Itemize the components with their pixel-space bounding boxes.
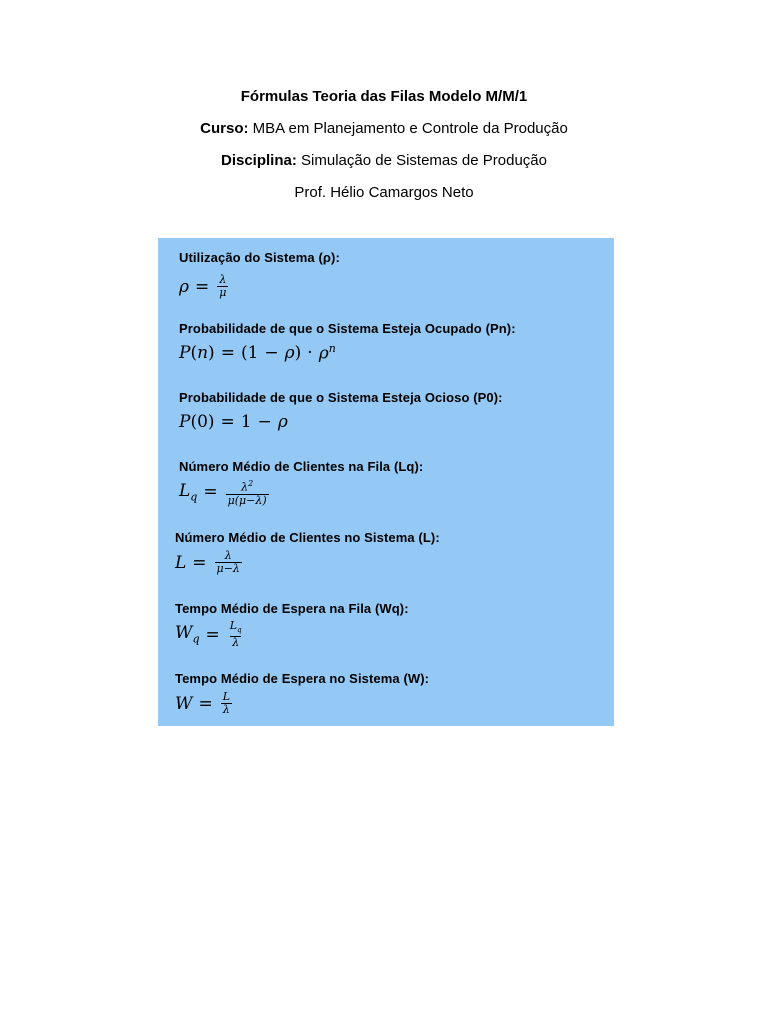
course-line: [0, 120, 768, 137]
formula-system-length: L = $\frac{\lambda}{\mu-\lambda}$: [175, 549, 240, 575]
formula-box: [158, 238, 614, 726]
formula-label-utilization: Utilização do Sistema (ρ):: [179, 250, 340, 265]
formula-queue-length: $L_q$ = $\frac{\lambda^2}{\mu(\mu-\lambda)}$: [179, 479, 267, 507]
formula-queue-wait: $W_q$ = $\frac{L_q}{\lambda}$: [175, 619, 242, 650]
formula-system-wait: W = $\frac{L}{\lambda}$: [175, 690, 231, 716]
course-label: Curso:: [200, 120, 249, 137]
formula-label-idle-probability: Probabilidade de que o Sistema Esteja Ocioso (P0):: [179, 390, 503, 405]
professor-name: Prof. Hélio Camargos Neto: [294, 184, 474, 201]
formula-label-queue-wait: Tempo Médio de Espera na Fila (Wq):: [175, 601, 409, 616]
course-value: MBA em Planejamento e Controle da Produção: [248, 120, 568, 137]
formula-label-queue-length: Número Médio de Clientes na Fila (Lq):: [179, 459, 424, 474]
discipline-line: [0, 152, 768, 169]
formula-utilization: ρ = $\frac{\lambda}{\mu}$: [179, 273, 227, 299]
formula-busy-probability: P ( n ) = (1 − ρ ) · $\rho^n$: [179, 342, 336, 364]
formula-label-system-wait: Tempo Médio de Espera no Sistema (W):: [175, 671, 430, 686]
formula-idle-probability: P (0) = 1 − ρ: [179, 412, 288, 432]
page-title: Fórmulas Teoria das Filas Modelo M/M/1: [240, 88, 528, 105]
formula-label-system-length: Número Médio de Clientes no Sistema (L):: [175, 530, 440, 545]
discipline-value: Simulação de Sistemas de Produção: [296, 152, 547, 169]
discipline-label: Disciplina:: [221, 152, 297, 169]
formula-label-busy-probability: Probabilidade de que o Sistema Esteja Ocupado (Pn):: [179, 321, 516, 336]
